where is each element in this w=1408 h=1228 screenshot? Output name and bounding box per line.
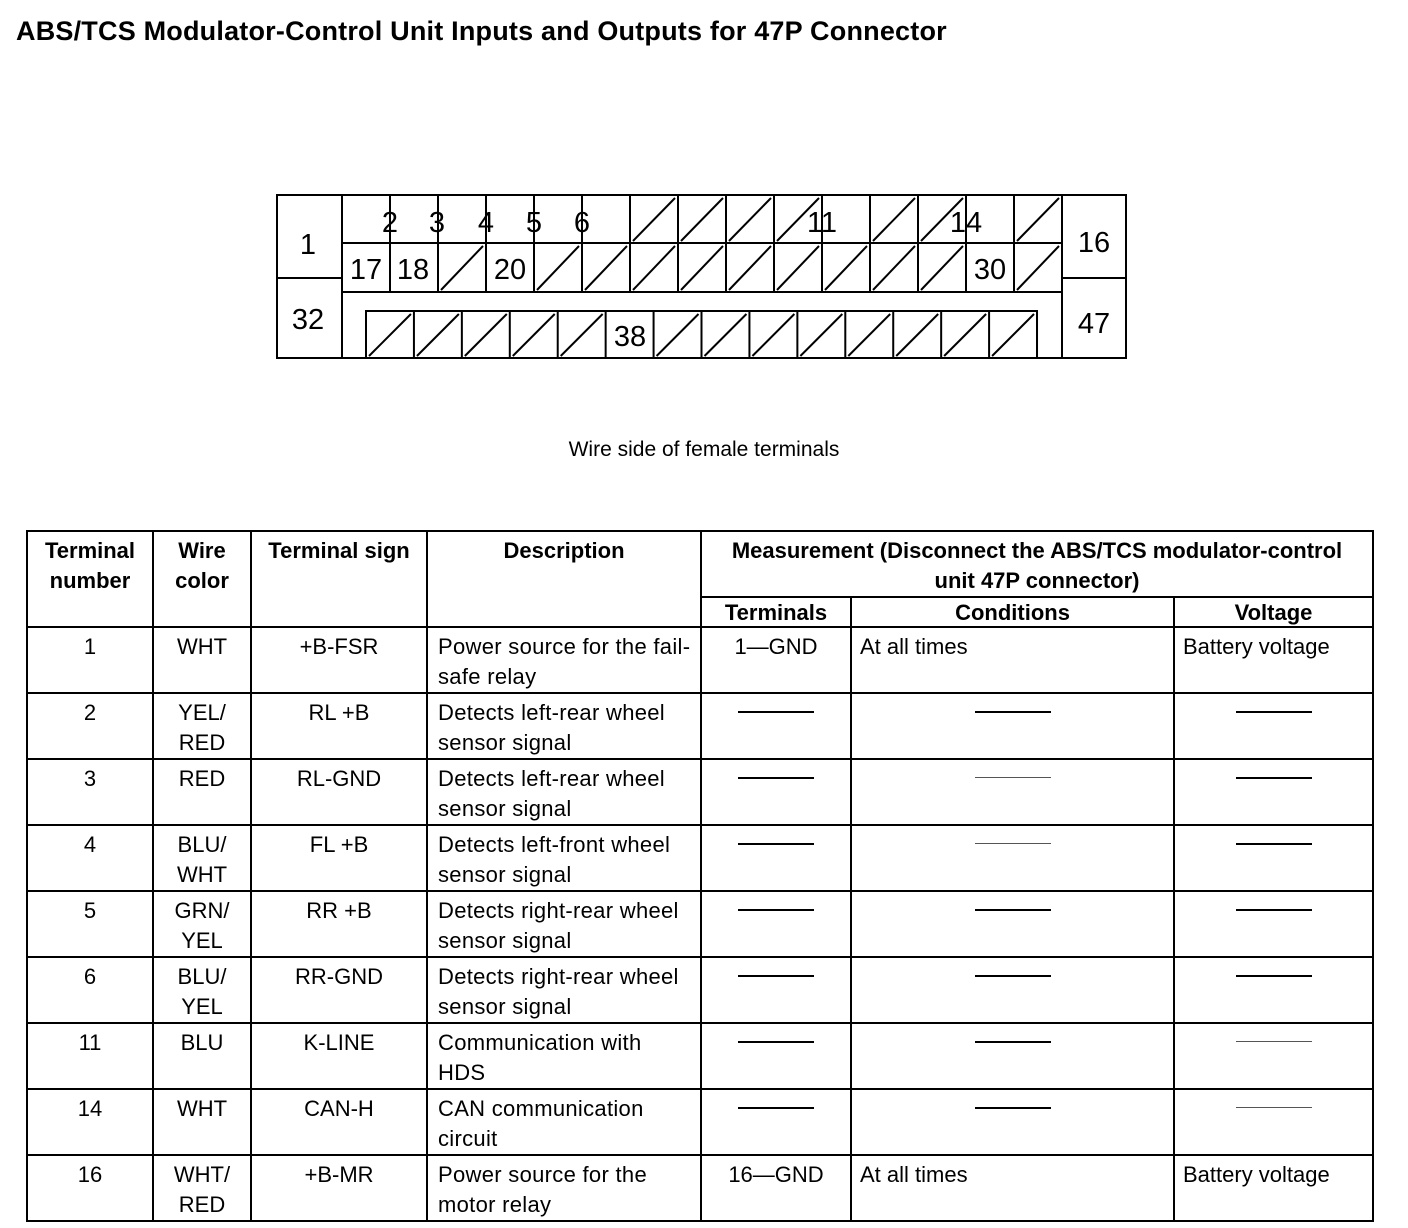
connector-caption: Wire side of female terminals: [568, 438, 840, 461]
description: CAN communication circuit: [427, 1089, 701, 1155]
measure-conditions: [851, 891, 1174, 957]
dash-placeholder: [975, 909, 1051, 911]
unused-cavity-hatch: [729, 198, 771, 241]
io-table: [26, 530, 1374, 1222]
terminal-label-38: 38: [613, 321, 647, 353]
unused-cavity-hatch: [921, 246, 963, 290]
header-description: Description: [427, 531, 701, 627]
table-row: [27, 1023, 1373, 1089]
terminal-label-20: 20: [493, 254, 527, 286]
unused-cavity-hatch: [944, 314, 986, 356]
terminal-sign: RL +B: [251, 693, 427, 759]
header-terminal-sign: Terminal sign: [251, 531, 427, 627]
description: Power source for the motor relay: [427, 1155, 701, 1221]
terminal-label-11: 11: [806, 207, 838, 239]
table-row: [27, 1155, 1373, 1221]
terminal-label-14: 14: [949, 207, 983, 239]
measure-terminals: [701, 957, 851, 1023]
terminal-label-47: 47: [1077, 308, 1111, 340]
terminal-label-17: 17: [349, 254, 383, 286]
unused-cavity-hatch: [417, 314, 459, 356]
wire-color: WHT: [153, 1089, 251, 1155]
dash-placeholder: [975, 1041, 1051, 1043]
dash-placeholder: [738, 711, 814, 713]
unused-cavity-hatch: [513, 314, 555, 356]
terminal-number: 2: [27, 693, 153, 759]
measure-conditions: [851, 693, 1174, 759]
terminal-number: 14: [27, 1089, 153, 1155]
terminal-sign: RR +B: [251, 891, 427, 957]
table-row: [27, 693, 1373, 759]
unused-cavity-hatch: [729, 246, 771, 290]
description: Detects left-front wheel sensor signal: [427, 825, 701, 891]
wire-color: BLU/ WHT: [153, 825, 251, 891]
terminal-number: 6: [27, 957, 153, 1023]
unused-cavity-hatch: [657, 314, 699, 356]
wire-color: RED: [153, 759, 251, 825]
terminal-label-30: 30: [973, 254, 1007, 286]
measure-conditions: [851, 957, 1174, 1023]
terminal-number: 5: [27, 891, 153, 957]
unused-cavity-hatch: [848, 314, 890, 356]
measure-terminals: [701, 759, 851, 825]
measure-terminals: [701, 891, 851, 957]
unused-cavity-hatch: [752, 314, 794, 356]
measure-terminals: [701, 825, 851, 891]
wire-color: BLU/ YEL: [153, 957, 251, 1023]
terminal-label-3: 3: [428, 207, 446, 239]
terminal-sign: RL-GND: [251, 759, 427, 825]
dash-placeholder: [975, 777, 1051, 778]
unused-cavity-hatch: [465, 314, 507, 356]
wire-color: GRN/ YEL: [153, 891, 251, 957]
table-row: [27, 759, 1373, 825]
dash-placeholder: [975, 975, 1051, 977]
terminal-number: 11: [27, 1023, 153, 1089]
terminal-sign: FL +B: [251, 825, 427, 891]
terminal-number: 3: [27, 759, 153, 825]
terminal-label-18: 18: [396, 254, 430, 286]
dash-placeholder: [1236, 843, 1312, 845]
header-measurement: Measurement (Disconnect the ABS/TCS modulator-control unit 47P connector): [701, 531, 1373, 597]
unused-cavity-hatch: [1017, 246, 1059, 290]
measure-conditions: [851, 1023, 1174, 1089]
terminal-label-1: 1: [299, 229, 317, 261]
unused-cavity-hatch: [705, 314, 747, 356]
measure-voltage: [1174, 891, 1373, 957]
description: Detects right-rear wheel sensor signal: [427, 957, 701, 1023]
unused-cavity-hatch: [896, 314, 938, 356]
wire-color: WHT: [153, 627, 251, 693]
dash-placeholder: [738, 843, 814, 845]
description: Communication with HDS: [427, 1023, 701, 1089]
measure-voltage: Battery voltage: [1174, 627, 1373, 693]
terminal-number: 1: [27, 627, 153, 693]
dash-placeholder: [1236, 1041, 1312, 1042]
measure-conditions: [851, 759, 1174, 825]
header-terminals: Terminals: [701, 597, 851, 627]
dash-placeholder: [1236, 909, 1312, 911]
unused-cavity-hatch: [873, 246, 915, 290]
measure-terminals: [701, 1089, 851, 1155]
wire-color: WHT/ RED: [153, 1155, 251, 1221]
description: Detects left-rear wheel sensor signal: [427, 759, 701, 825]
page-title: ABS/TCS Modulator-Control Unit Inputs and Outputs for 47P Connector: [16, 16, 947, 46]
unused-cavity-hatch: [561, 314, 603, 356]
wire-color: YEL/ RED: [153, 693, 251, 759]
unused-cavity-hatch: [777, 246, 819, 290]
terminal-sign: +B-MR: [251, 1155, 427, 1221]
description: Detects right-rear wheel sensor signal: [427, 891, 701, 957]
measure-conditions: [851, 1089, 1174, 1155]
terminal-label-4: 4: [477, 207, 495, 239]
terminal-sign: +B-FSR: [251, 627, 427, 693]
terminal-number: 16: [27, 1155, 153, 1221]
terminal-label-32: 32: [291, 304, 325, 336]
dash-placeholder: [738, 777, 814, 779]
unused-cavity-hatch: [800, 314, 842, 356]
table-row: [27, 825, 1373, 891]
dash-placeholder: [975, 1107, 1051, 1109]
measure-voltage: [1174, 759, 1373, 825]
unused-cavity-hatch: [825, 246, 867, 290]
unused-cavity-hatch: [1017, 198, 1059, 241]
terminal-number: 4: [27, 825, 153, 891]
dash-placeholder: [975, 711, 1051, 713]
measure-voltage: [1174, 1089, 1373, 1155]
terminal-label-5: 5: [525, 207, 543, 239]
dash-placeholder: [738, 975, 814, 977]
terminal-sign: CAN-H: [251, 1089, 427, 1155]
dash-placeholder: [738, 1041, 814, 1043]
header-voltage: Voltage: [1174, 597, 1373, 627]
unused-cavity-hatch: [633, 198, 675, 241]
header-wire-color: Wire color: [153, 531, 251, 627]
terminal-sign: K-LINE: [251, 1023, 427, 1089]
unused-cavity-hatch: [681, 198, 723, 241]
table-row: [27, 957, 1373, 1023]
measure-conditions: At all times: [851, 627, 1174, 693]
description: Detects left-rear wheel sensor signal: [427, 693, 701, 759]
measure-voltage: [1174, 825, 1373, 891]
table-row: [27, 627, 1373, 693]
dash-placeholder: [975, 843, 1051, 844]
unused-cavity-hatch: [585, 246, 627, 290]
wire-color: BLU: [153, 1023, 251, 1089]
measure-voltage: [1174, 1023, 1373, 1089]
unused-cavity-hatch: [873, 198, 915, 241]
header-conditions: Conditions: [851, 597, 1174, 627]
measure-conditions: At all times: [851, 1155, 1174, 1221]
header-terminal-number: Terminal number: [27, 531, 153, 627]
unused-cavity-hatch: [633, 246, 675, 290]
terminal-label-2: 2: [381, 207, 399, 239]
dash-placeholder: [738, 909, 814, 911]
table-row: [27, 1089, 1373, 1155]
measure-terminals: [701, 1023, 851, 1089]
measure-voltage: [1174, 693, 1373, 759]
unused-cavity-hatch: [441, 246, 483, 290]
dash-placeholder: [1236, 1107, 1312, 1108]
dash-placeholder: [1236, 777, 1312, 779]
unused-cavity-hatch: [537, 246, 579, 290]
table-row: [27, 891, 1373, 957]
description: Power source for the fail-safe relay: [427, 627, 701, 693]
measure-voltage: [1174, 957, 1373, 1023]
dash-placeholder: [738, 1107, 814, 1109]
terminal-sign: RR-GND: [251, 957, 427, 1023]
connector-diagram: [0, 0, 1408, 430]
terminal-label-6: 6: [573, 207, 591, 239]
terminal-label-16: 16: [1077, 227, 1111, 259]
measure-terminals: 16—GND: [701, 1155, 851, 1221]
measure-voltage: Battery voltage: [1174, 1155, 1373, 1221]
measure-terminals: 1—GND: [701, 627, 851, 693]
unused-cavity-hatch: [681, 246, 723, 290]
dash-placeholder: [1236, 975, 1312, 977]
unused-cavity-hatch: [992, 314, 1034, 356]
measure-conditions: [851, 825, 1174, 891]
unused-cavity-hatch: [369, 314, 411, 356]
dash-placeholder: [1236, 711, 1312, 713]
measure-terminals: [701, 693, 851, 759]
